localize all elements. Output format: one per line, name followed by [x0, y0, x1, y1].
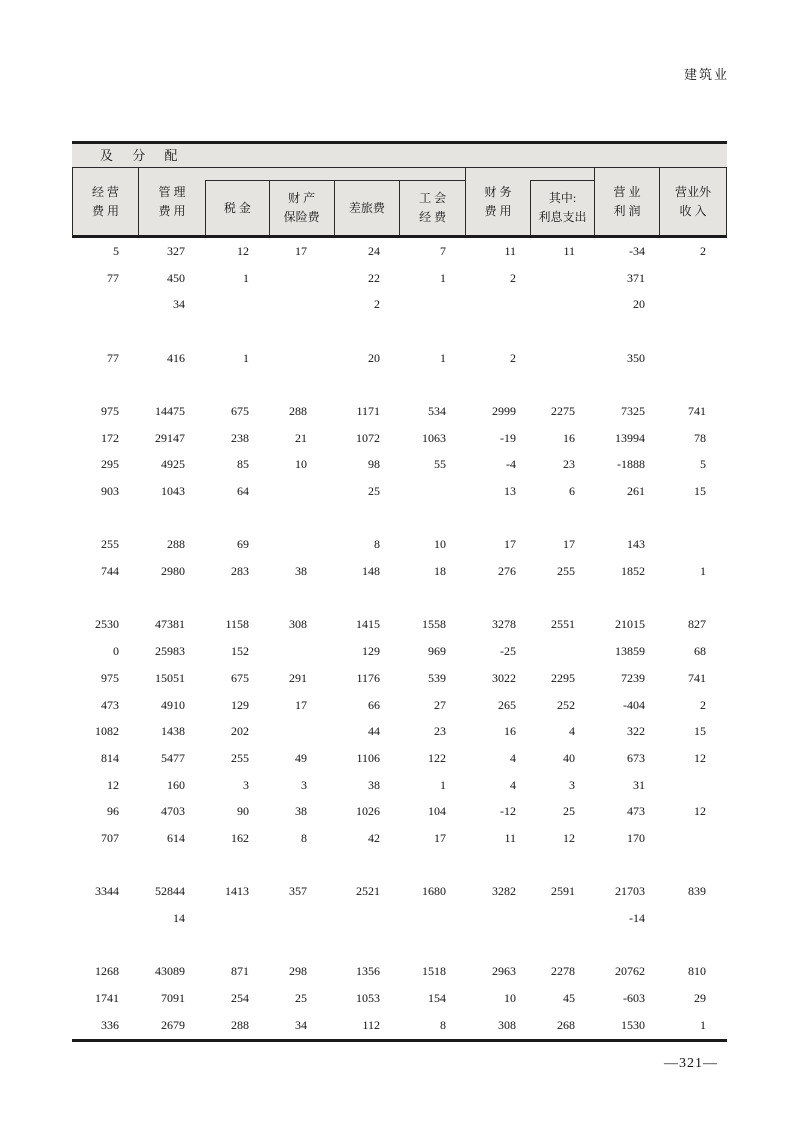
table-cell: 744 [101, 564, 119, 579]
header-line: 营 业 [613, 184, 641, 199]
table-cell: 1356 [356, 964, 380, 979]
table-cell: 2679 [161, 1017, 185, 1032]
header-line: 经 营 [91, 184, 119, 199]
table-cell: 350 [627, 350, 645, 365]
table-cell: 6 [569, 484, 575, 499]
table-cell: -34 [629, 243, 645, 258]
table-cell: 814 [101, 750, 119, 765]
table-cell: 85 [237, 457, 249, 472]
table-cell: -603 [623, 991, 645, 1006]
table-cell: 7091 [161, 991, 185, 1006]
table-row-blank [72, 932, 727, 959]
table-cell: 1413 [225, 884, 249, 899]
column-header-tax [205, 181, 269, 235]
table-cell: 68 [694, 644, 706, 659]
table-cell: 66 [368, 697, 380, 712]
table-cell: 55 [434, 457, 446, 472]
table-cell: 2 [510, 350, 516, 365]
header-line: 税 金 [223, 200, 251, 215]
table-row [72, 692, 727, 719]
table-cell: 162 [231, 830, 249, 845]
table-cell: 21015 [615, 617, 645, 632]
table-cell: 8 [301, 830, 307, 845]
table-cell: 1 [243, 270, 249, 285]
table-cell: 308 [498, 1017, 516, 1032]
table-cell: 12 [237, 243, 249, 258]
table-cell: 675 [231, 403, 249, 418]
table-cell: 707 [101, 830, 119, 845]
management-subcolumns [205, 180, 465, 235]
table-row [72, 532, 727, 559]
table-cell: 4 [510, 750, 516, 765]
header-line: 费 用 [91, 203, 119, 218]
table-cell: 8 [374, 537, 380, 552]
table-cell: 3 [243, 777, 249, 792]
table-cell: 2275 [551, 403, 575, 418]
table-cell: 288 [231, 1017, 249, 1032]
table-cell: 10 [434, 537, 446, 552]
table-cell: 3022 [492, 670, 516, 685]
table-cell: 170 [627, 830, 645, 845]
table-cell: 11 [504, 243, 516, 258]
table-cell: 1171 [356, 403, 380, 418]
table-cell: 255 [557, 564, 575, 579]
table-cell: 810 [688, 964, 706, 979]
table-cell: 10 [295, 457, 307, 472]
table-cell: 741 [688, 403, 706, 418]
header-line: 经 费 [419, 210, 447, 224]
table-cell: 322 [627, 724, 645, 739]
table-cell: 308 [289, 617, 307, 632]
table-row-blank [72, 505, 727, 532]
header-line: 财 务 [484, 184, 512, 199]
table-cell: -12 [500, 804, 516, 819]
table-cell: 21 [295, 430, 307, 445]
table-body [72, 238, 727, 1042]
column-header-property-insurance [269, 181, 334, 235]
header-line: 费 用 [484, 203, 512, 218]
column-header-operating-profit [595, 168, 660, 235]
table-cell: 104 [428, 804, 446, 819]
header-line: 差旅费 [348, 200, 385, 215]
table-cell: 49 [295, 750, 307, 765]
table-cell: 288 [289, 403, 307, 418]
table-cell: 17 [563, 537, 575, 552]
table-row [72, 238, 727, 265]
table-cell: 17 [434, 830, 446, 845]
table-cell: 31 [633, 777, 645, 792]
table-cell: 15 [694, 484, 706, 499]
table-cell: 1558 [422, 617, 446, 632]
table-cell: 122 [428, 750, 446, 765]
table-cell: 3 [301, 777, 307, 792]
table-cell: 416 [167, 350, 185, 365]
table-row [72, 638, 727, 665]
table-cell: 839 [688, 884, 706, 899]
table-cell: 7239 [621, 670, 645, 685]
table-cell: 1268 [95, 964, 119, 979]
table-cell: 255 [101, 537, 119, 552]
table-cell: 357 [289, 884, 307, 899]
table-cell: 291 [289, 670, 307, 685]
table-cell: 23 [563, 457, 575, 472]
table-cell: 78 [694, 430, 706, 445]
table-cell: 154 [428, 991, 446, 1006]
header-line: 财 产 [288, 191, 316, 205]
table-cell: 16 [563, 430, 575, 445]
table-row [72, 612, 727, 639]
table-cell: 34 [173, 297, 185, 312]
table-cell: 13859 [615, 644, 645, 659]
table-cell: 673 [627, 750, 645, 765]
table-cell: 1176 [356, 670, 380, 685]
page-number: —321— [664, 1056, 718, 1071]
table-cell: 2999 [492, 403, 516, 418]
table-cell: 298 [289, 964, 307, 979]
table-cell: 77 [107, 270, 119, 285]
table-cell: 371 [627, 270, 645, 285]
table-cell: 21703 [615, 884, 645, 899]
table-cell: 7325 [621, 403, 645, 418]
table-cell: 20762 [615, 964, 645, 979]
table-cell: -404 [623, 697, 645, 712]
table-cell: 160 [167, 777, 185, 792]
table-cell: 17 [504, 537, 516, 552]
table-cell: 3 [569, 777, 575, 792]
table-cell: 18 [434, 564, 446, 579]
table-cell: 975 [101, 403, 119, 418]
table-cell: 11 [563, 243, 575, 258]
table-cell: 261 [627, 484, 645, 499]
table-cell: 43089 [155, 964, 185, 979]
table-cell: 5 [113, 243, 119, 258]
table-cell: 268 [557, 1017, 575, 1032]
table-cell: 2278 [551, 964, 575, 979]
table-cell: 20 [633, 297, 645, 312]
table-cell: 202 [231, 724, 249, 739]
table-cell: 2 [700, 243, 706, 258]
table-cell: 129 [362, 644, 380, 659]
table-cell: 129 [231, 697, 249, 712]
table-cell: 238 [231, 430, 249, 445]
table-cell: 15 [694, 724, 706, 739]
table-cell: 13994 [615, 430, 645, 445]
header-line: 其中: [548, 191, 577, 205]
table-cell: 3344 [95, 884, 119, 899]
table-cell: 12 [694, 750, 706, 765]
table-cell: 152 [231, 644, 249, 659]
financial-subcolumns [530, 180, 594, 235]
table-row [72, 345, 727, 372]
column-header-non-operating-income [660, 168, 726, 235]
table-cell: 40 [563, 750, 575, 765]
table-cell: 2963 [492, 964, 516, 979]
table-cell: 7 [440, 243, 446, 258]
table-cell: 38 [368, 777, 380, 792]
table-cell: 5 [700, 457, 706, 472]
table-cell: 17 [295, 243, 307, 258]
table-cell: 276 [498, 564, 516, 579]
table-cell: 1082 [95, 724, 119, 739]
table-cell: 90 [237, 804, 249, 819]
table-cell: 45 [563, 991, 575, 1006]
table-cell: 8 [440, 1017, 446, 1032]
table-cell: 827 [688, 617, 706, 632]
table-row [72, 772, 727, 799]
table-row [72, 398, 727, 425]
table-cell: 22 [368, 270, 380, 285]
table-cell: 0 [113, 644, 119, 659]
table-cell: 47381 [155, 617, 185, 632]
table-cell: 12 [107, 777, 119, 792]
table-cell: 741 [688, 670, 706, 685]
table-cell: 69 [237, 537, 249, 552]
table-row [72, 718, 727, 745]
table-cell: 295 [101, 457, 119, 472]
table-row [72, 798, 727, 825]
header-line: 利 润 [613, 203, 641, 218]
table-cell: 473 [627, 804, 645, 819]
table-cell: 52844 [155, 884, 185, 899]
table-row [72, 558, 727, 585]
table-cell: 2530 [95, 617, 119, 632]
header-line: 费 用 [158, 203, 186, 218]
table-cell: 17 [295, 697, 307, 712]
table-cell: 12 [563, 830, 575, 845]
table-cell: 255 [231, 750, 249, 765]
column-header-travel-expense [334, 181, 400, 235]
table-cell: 1 [700, 1017, 706, 1032]
table-cell: 2 [700, 697, 706, 712]
table-cell: 29 [694, 991, 706, 1006]
table-row [72, 825, 727, 852]
column-header-interest-expense [530, 181, 594, 235]
table-cell: 1438 [161, 724, 185, 739]
header-line: 工 会 [419, 191, 447, 205]
table-cell: 29147 [155, 430, 185, 445]
table-cell: 38 [295, 804, 307, 819]
table-cell: 534 [428, 403, 446, 418]
table-cell: 25 [563, 804, 575, 819]
table-cell: 4925 [161, 457, 185, 472]
table-row [72, 879, 727, 906]
table-cell: 1106 [356, 750, 380, 765]
table-row [72, 959, 727, 986]
table-cell: 44 [368, 724, 380, 739]
table-cell: 27 [434, 697, 446, 712]
column-header-management-expense [139, 168, 205, 235]
table-header [72, 168, 727, 238]
table-cell: 1026 [356, 804, 380, 819]
table-cell: 34 [295, 1017, 307, 1032]
table-cell: 4910 [161, 697, 185, 712]
table-cell: 283 [231, 564, 249, 579]
table-cell: 1 [440, 270, 446, 285]
table-cell: 473 [101, 697, 119, 712]
table-cell: 254 [231, 991, 249, 1006]
table-row [72, 452, 727, 479]
table-cell: 2 [510, 270, 516, 285]
table-cell: 25 [368, 484, 380, 499]
table-cell: 25 [295, 991, 307, 1006]
header-line: 收 入 [679, 203, 707, 218]
table-cell: 172 [101, 430, 119, 445]
table-cell: 1680 [422, 884, 446, 899]
table-cell: 98 [368, 457, 380, 472]
table-cell: 143 [627, 537, 645, 552]
section-label: 建筑业 [684, 67, 730, 82]
table-cell: 24 [368, 243, 380, 258]
table-cell: 4 [569, 724, 575, 739]
table-cell: 3278 [492, 617, 516, 632]
table-cell: 327 [167, 243, 185, 258]
header-line: 营业外 [674, 184, 711, 199]
table-band-title: 及 分 配 [72, 141, 727, 168]
table-cell: 1415 [356, 617, 380, 632]
table-row-blank [72, 852, 727, 879]
table-row [72, 745, 727, 772]
table-cell: 265 [498, 697, 516, 712]
column-header-operating-expense [73, 168, 139, 235]
table-cell: 15051 [155, 670, 185, 685]
table-cell: 11 [504, 830, 516, 845]
table-cell: 1 [440, 777, 446, 792]
table-row-blank [72, 318, 727, 345]
table-cell: 1 [440, 350, 446, 365]
table-cell: 1158 [225, 617, 249, 632]
table-cell: 4703 [161, 804, 185, 819]
table-cell: 2295 [551, 670, 575, 685]
table-cell: 38 [295, 564, 307, 579]
table-cell: 2551 [551, 617, 575, 632]
table-cell: 10 [504, 991, 516, 1006]
table-cell: 1043 [161, 484, 185, 499]
table-cell: 336 [101, 1017, 119, 1032]
table-cell: 14475 [155, 403, 185, 418]
statistics-table [72, 141, 727, 1042]
table-cell: 871 [231, 964, 249, 979]
header-line: 管 理 [158, 184, 186, 199]
table-row-blank [72, 371, 727, 398]
table-cell: 77 [107, 350, 119, 365]
table-cell: -25 [500, 644, 516, 659]
table-cell: 969 [428, 644, 446, 659]
table-cell: 42 [368, 830, 380, 845]
table-cell: 1063 [422, 430, 446, 445]
table-cell: 2 [374, 297, 380, 312]
table-cell: 675 [231, 670, 249, 685]
table-cell: 20 [368, 350, 380, 365]
table-row-blank [72, 585, 727, 612]
table-cell: 13 [504, 484, 516, 499]
table-cell: 903 [101, 484, 119, 499]
table-cell: 4 [510, 777, 516, 792]
table-cell: 23 [434, 724, 446, 739]
header-group-management-expense [139, 168, 466, 235]
table-cell: 288 [167, 537, 185, 552]
table-cell: 14 [173, 911, 185, 926]
table-row [72, 425, 727, 452]
column-header-financial-expense [466, 168, 530, 235]
table-cell: 450 [167, 270, 185, 285]
table-cell: -14 [629, 911, 645, 926]
table-cell: 112 [362, 1017, 380, 1032]
table-cell: 16 [504, 724, 516, 739]
table-cell: 2980 [161, 564, 185, 579]
header-line: 利息支出 [538, 210, 587, 224]
table-cell: 252 [557, 697, 575, 712]
table-cell: 1852 [621, 564, 645, 579]
table-cell: -19 [500, 430, 516, 445]
table-row [72, 265, 727, 292]
table-cell: -1888 [617, 457, 645, 472]
table-cell: 1530 [621, 1017, 645, 1032]
table-cell: 1072 [356, 430, 380, 445]
table-cell: 96 [107, 804, 119, 819]
table-cell: 1518 [422, 964, 446, 979]
table-row [72, 665, 727, 692]
table-cell: 2591 [551, 884, 575, 899]
table-cell: 3282 [492, 884, 516, 899]
table-cell: 1 [700, 564, 706, 579]
table-row [72, 1012, 727, 1039]
table-row [72, 478, 727, 505]
table-cell: 64 [237, 484, 249, 499]
table-cell: 1053 [356, 991, 380, 1006]
table-cell: 148 [362, 564, 380, 579]
header-group-financial-expense [466, 168, 595, 235]
table-row [72, 291, 727, 318]
table-cell: 25983 [155, 644, 185, 659]
table-cell: -4 [506, 457, 516, 472]
table-cell: 1741 [95, 991, 119, 1006]
header-line: 保险费 [283, 210, 320, 224]
table-row [72, 905, 727, 932]
table-cell: 975 [101, 670, 119, 685]
table-cell: 614 [167, 830, 185, 845]
table-cell: 2521 [356, 884, 380, 899]
table-cell: 5477 [161, 750, 185, 765]
table-cell: 539 [428, 670, 446, 685]
table-row [72, 985, 727, 1012]
column-header-union-funds [399, 181, 465, 235]
table-cell: 1 [243, 350, 249, 365]
table-cell: 12 [694, 804, 706, 819]
